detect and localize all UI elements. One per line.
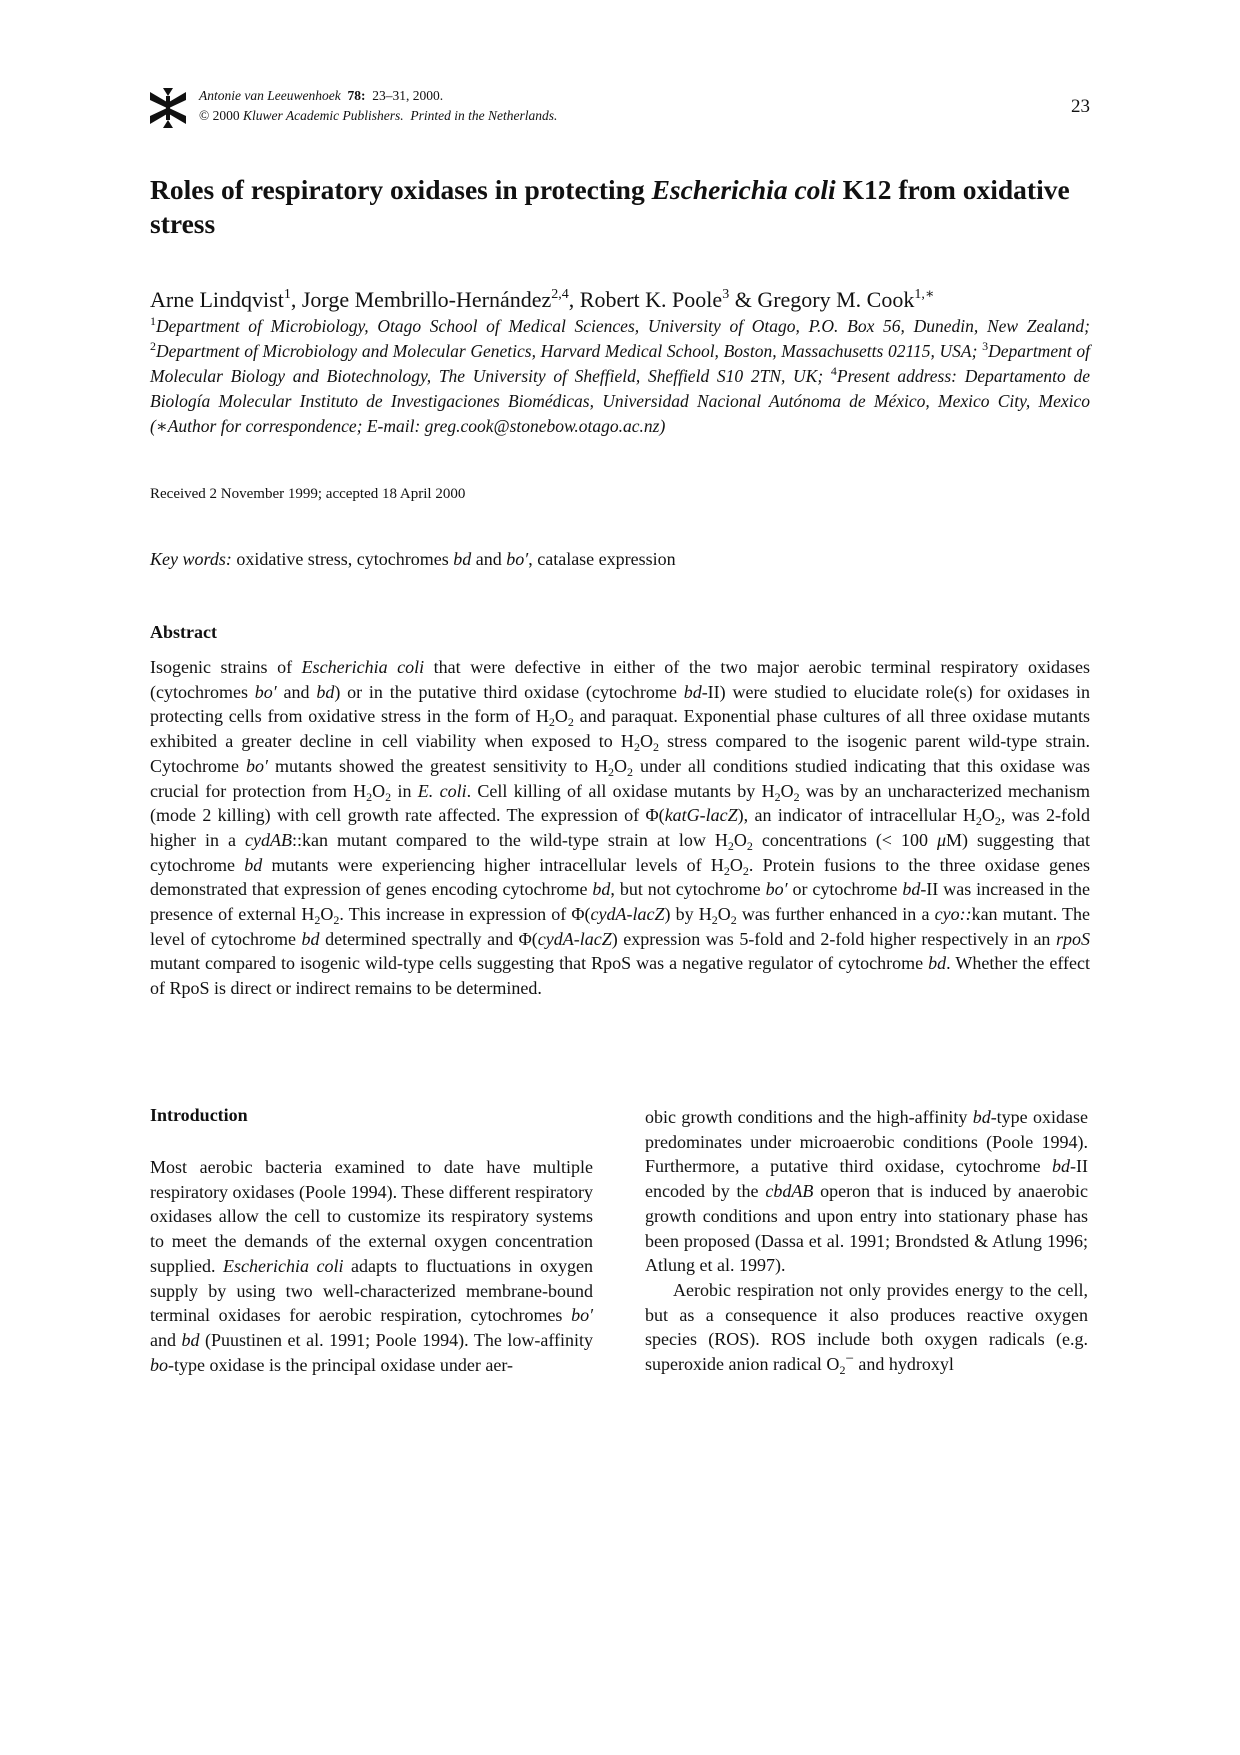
keywords-label: Key words: [150, 549, 232, 569]
keywords-text: , catalase expression [528, 549, 676, 569]
affiliation-mark: 1 [150, 314, 156, 328]
affiliations [150, 314, 1090, 439]
title-part2: K12 from oxidative stress [150, 174, 1070, 239]
journal-name: Antonie van Leeuwenhoek [199, 88, 341, 103]
introduction-paragraph: obic growth conditions and the high-affinity bd-type oxidase predominates under microaerobic conditions (Poole 1994). Furthermore, a putative third oxidase, cytochrome bd-II encoded by the cbdAB operon that is induced by anaerobic growth conditions and upon entry into stationary phase has been proposed (Dassa et al. 1991; Brondsted & Atlung 1996; Atlung et al. 1997). [645, 1107, 1088, 1276]
title-species: Escherichia coli [651, 174, 836, 205]
introduction-right-column [645, 1105, 1088, 1377]
article-title [150, 173, 1090, 241]
keywords-text: and [471, 549, 507, 569]
author-name: Jorge Membrillo-Hernández [301, 287, 552, 312]
author-affiliation-mark: 2,4 [551, 287, 569, 302]
affiliation-mark: 2 [150, 339, 156, 353]
introduction-heading: Introduction [150, 1105, 248, 1125]
keywords-term: bo′ [506, 549, 529, 569]
author-affiliation-mark: 1,∗ [914, 287, 935, 302]
page-number: 23 [1071, 96, 1090, 117]
author-name: Arne Lindqvist [150, 287, 284, 312]
author-separator: , [568, 287, 580, 312]
affiliation-text: Department of Molecular Biology and Biotechnology, The University of Sheffield, Sheffield S10 2TN, UK; [150, 341, 1090, 386]
affiliation-mark: 3 [982, 339, 989, 353]
author-affiliation-mark: 1 [283, 287, 291, 302]
journal-pages: 23–31, 2000. [372, 88, 444, 103]
author-name: Robert K. Poole [579, 287, 723, 312]
page-header [150, 86, 1090, 130]
affiliation-text: Present address: Departamento de Biología Molecular Instituto de Investigaciones Biomédicas, Universidad Nacional Autónoma de México, Mexico City, Mexico (∗Author for correspondence; E-mail: greg.cook@stonebow.otago.ac.nz) [150, 366, 1090, 436]
copyright-symbol: © [199, 108, 210, 123]
affiliation-mark: 4 [830, 364, 837, 378]
author-affiliation-mark: 3 [722, 287, 730, 302]
author-separator: , [290, 287, 302, 312]
keywords-text: oxidative stress, cytochromes [231, 549, 454, 569]
abstract-heading: Abstract [150, 622, 217, 642]
author-list [150, 286, 1090, 314]
affiliation-text: Department of Microbiology and Molecular Genetics, Harvard Medical School, Boston, Massachusetts 02115, USA; [156, 341, 983, 361]
introduction-paragraph: Aerobic respiration not only provides energy to the cell, but as a consequence it also produces reactive oxygen species (ROS). ROS include both oxygen radicals (e.g. superoxide anion radical $O_2^-$ and hydroxyl [645, 1279, 1088, 1378]
abstract-text: Isogenic strains of Escherichia coli that were defective in either of the two major aerobic terminal respiratory oxidases (cytochromes bo′ and bd) or in the putative third oxidase (cytochrome bd-II) were studied to elucidate role(s) for oxidases in protecting cells from oxidative stress in the form of $H_2O_2$ and paraquat. Exponential phase cultures of all three oxidase mutants exhibited a greater decline in cell viability when exposed to $H_2O_2$ stress compared to the isogenic parent wild-type strain. Cytochrome bo′ mutants showed the greatest sensitivity to $H_2O_2$ under all conditions studied indicating that this oxidase was crucial for protection from $H_2O_2$ in E. coli. Cell killing of all oxidase mutants by $H_2O_2$ was by an uncharacterized mechanism (mode 2 killing) with cell growth rate affected. The expression of Φ(katG-lacZ), an indicator of intracellular $H_2O_2$, was 2-fold higher in a cydAB::kan mutant compared to the wild-type strain at low $H_2O_2$ concentrations (< 100 μM) suggesting that cytochrome bd mutants were experiencing higher intracellular levels of $H_2O_2$. Protein fusions to the three oxidase genes demonstrated that expression of genes encoding cytochrome bd, but not cytochrome bo′ or cytochrome bd-II was increased in the presence of external $H_2O_2$. This increase in expression of Φ(cydA-lacZ) by $H_2O_2$ was further enhanced in a cyo::kan mutant. The level of cytochrome bd determined spectrally and Φ(cydA-lacZ) expression was 5-fold and 2-fold higher respectively in an rpoS mutant compared to isogenic wild-type cells suggesting that RpoS was a negative regulator of cytochrome bd. Whether the effect of RpoS is direct or indirect remains to be determined. [150, 657, 1091, 999]
introduction-left-column: Most aerobic bacteria examined to date have multiple respiratory oxidases (Poole 1994). These different respiratory oxidases allow the cell to customize its respiratory systems to meet the demands of the external oxygen concentration supplied. Escherichia coli adapts to fluctuations in oxygen supply by using two well-characterized membrane-bound terminal oxidases for aerobic respiration, cytochromes bo′ and bd (Puustinen et al. 1991; Poole 1994). The low-affinity bo-type oxidase is the principal oxidase under aer- [150, 1157, 594, 1375]
keywords [150, 549, 1090, 570]
printed-note: Printed in the Netherlands. [410, 108, 558, 123]
author-name: Gregory M. Cook [757, 287, 915, 312]
publisher-name: Kluwer Academic Publishers. [243, 108, 404, 123]
copyright-year: 2000 [212, 108, 240, 123]
keywords-term: bd [453, 549, 472, 569]
journal-citation [199, 86, 557, 126]
journal-volume: 78: [347, 88, 366, 103]
received-dates: Received 2 November 1999; accepted 18 April 2000 [150, 486, 466, 502]
title-part1: Roles of respiratory oxidases in protecting [150, 174, 652, 205]
author-separator: & [729, 287, 758, 312]
affiliation-text: Department of Microbiology, Otago School of Medical Sciences, University of Otago, P.O. Box 56, Dunedin, New Zealand; [156, 316, 1090, 336]
publisher-logo-icon [150, 88, 186, 128]
